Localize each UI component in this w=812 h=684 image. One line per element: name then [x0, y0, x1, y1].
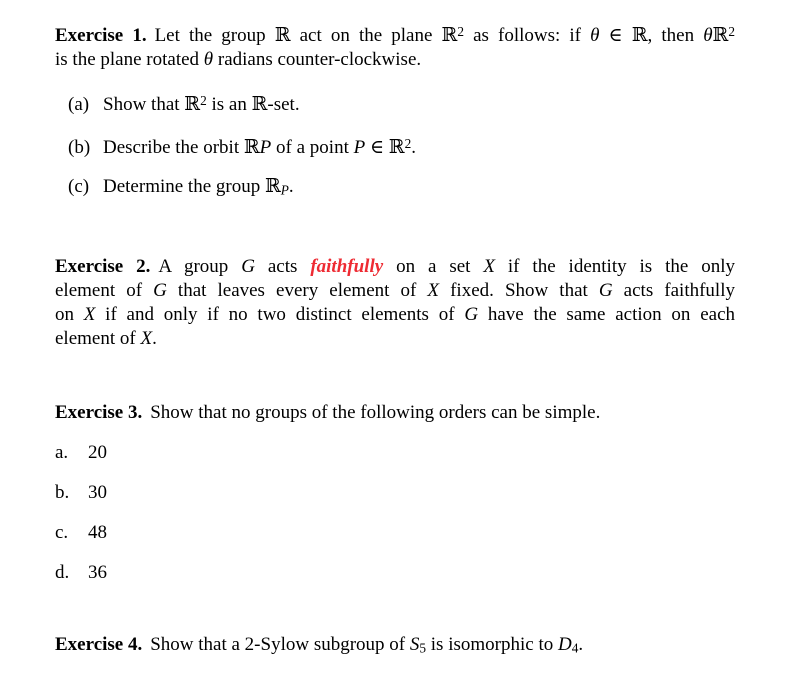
- text-run: Show that no groups of the following orders can be simple.: [150, 401, 601, 423]
- text-run: element of: [55, 327, 141, 349]
- text-run: on: [55, 303, 84, 325]
- text-run: A group: [158, 255, 242, 277]
- text-run: is an ℝ-set.: [206, 94, 300, 116]
- exercise-1-statement: [55, 20, 735, 72]
- text-line: [55, 303, 735, 327]
- exercise-3-orders: [55, 441, 735, 585]
- text-run: as follows: if: [463, 25, 591, 47]
- text-line: [55, 633, 735, 660]
- exercise-3-statement: [55, 401, 735, 425]
- text-run: .: [152, 327, 157, 349]
- exercise-2-statement: [55, 255, 735, 351]
- text-run: faithfully: [310, 255, 384, 277]
- text-run: 48: [88, 521, 107, 543]
- item-marker: c.: [55, 521, 69, 543]
- text-run: P: [353, 137, 366, 159]
- text-run: Show that a 2-Sylow subgroup of: [150, 633, 410, 655]
- text-run: radians counter-clockwise.: [213, 49, 422, 71]
- text-run: 2: [728, 24, 735, 39]
- text-line: [55, 279, 735, 303]
- text-run: X: [140, 327, 153, 349]
- text-run: 4: [571, 639, 579, 655]
- text-run: acts faithfully: [612, 279, 735, 301]
- text-run: X: [83, 303, 96, 325]
- text-run: P: [280, 182, 289, 198]
- text-run: Show that ℝ: [103, 94, 201, 116]
- exercise-3: [55, 401, 735, 585]
- text-run: .: [578, 633, 584, 655]
- text-run: Exercise 4.: [55, 633, 143, 655]
- exercise-4-statement: [55, 633, 735, 660]
- text-run: G: [598, 279, 613, 301]
- item-marker: (b): [68, 137, 91, 159]
- text-run: Exercise 1.: [55, 25, 147, 47]
- text-run: 2: [200, 93, 207, 109]
- text-run: .: [411, 137, 416, 159]
- exercise-3-order-d: [55, 561, 735, 585]
- exercise-4: [55, 633, 735, 660]
- text-run: on a set: [383, 255, 484, 277]
- exercise-1-part-b: [68, 132, 735, 160]
- text-run: 2: [404, 136, 412, 152]
- text-line: [55, 255, 735, 279]
- text-run: .: [288, 176, 294, 198]
- text-run: G: [241, 255, 255, 277]
- exercise-1-part-c: [68, 175, 735, 202]
- text-run: X: [427, 279, 440, 301]
- text-run: have the same action on each: [478, 303, 736, 325]
- text-run: 5: [419, 639, 427, 655]
- text-run: X: [483, 255, 495, 277]
- text-run: is isomorphic to: [426, 633, 558, 655]
- text-run: 20: [88, 441, 107, 463]
- text-run: θ: [203, 49, 214, 71]
- text-run: G: [153, 279, 167, 301]
- text-run: ∈ ℝ, then: [599, 25, 704, 47]
- text-run: θ: [590, 25, 600, 47]
- item-text: [103, 94, 300, 115]
- text-run: ∈ ℝ: [365, 137, 405, 159]
- item-marker: a.: [55, 441, 69, 463]
- item-marker: b.: [55, 481, 70, 503]
- text-run: fixed. Show that: [439, 279, 599, 301]
- text-run: Describe the orbit ℝ: [103, 137, 260, 159]
- page-content: [55, 20, 735, 660]
- text-run: Determine the group ℝ: [103, 176, 281, 198]
- text-run: if the identity is the only: [494, 255, 736, 277]
- text-run: P: [259, 137, 272, 159]
- text-run: that leaves every element of: [166, 279, 428, 301]
- text-line: [55, 48, 735, 72]
- item-text: [88, 442, 107, 463]
- text-line: [55, 327, 735, 351]
- item-text: [88, 522, 107, 543]
- exercise-1-parts: [55, 89, 735, 202]
- item-text: [88, 482, 107, 503]
- text-run: S: [409, 633, 420, 655]
- exercise-3-order-a: [55, 441, 735, 465]
- text-run: is the plane rotated: [55, 49, 204, 71]
- text-run: Exercise 2.: [55, 255, 151, 277]
- item-marker: (a): [68, 94, 90, 116]
- text-run: 2: [457, 24, 464, 39]
- text-run: 30: [88, 481, 107, 503]
- exercise-2: [55, 255, 735, 351]
- item-marker: d.: [55, 561, 70, 583]
- exercise-3-order-b: [55, 481, 735, 505]
- item-marker: (c): [68, 176, 90, 198]
- text-run: if and only if no two distinct elements of: [95, 303, 465, 325]
- text-run: Exercise 3.: [55, 401, 143, 423]
- exercise-3-order-c: [55, 521, 735, 545]
- text-run: θ: [703, 25, 713, 47]
- exercise-1-part-a: [68, 89, 735, 117]
- text-run: 36: [88, 561, 107, 583]
- text-run: of a point: [271, 137, 354, 159]
- item-text: [88, 562, 107, 583]
- item-text: [103, 176, 294, 197]
- text-run: acts: [254, 255, 311, 277]
- text-run: G: [464, 303, 479, 325]
- text-run: element of: [55, 279, 154, 301]
- text-line: [55, 401, 735, 425]
- text-line: [55, 20, 735, 48]
- text-run: ℝ: [712, 25, 729, 47]
- text-run: Let the group ℝ act on the plane ℝ: [154, 25, 458, 47]
- text-run: D: [557, 633, 572, 655]
- item-text: [103, 137, 416, 158]
- exercise-1: [55, 20, 735, 203]
